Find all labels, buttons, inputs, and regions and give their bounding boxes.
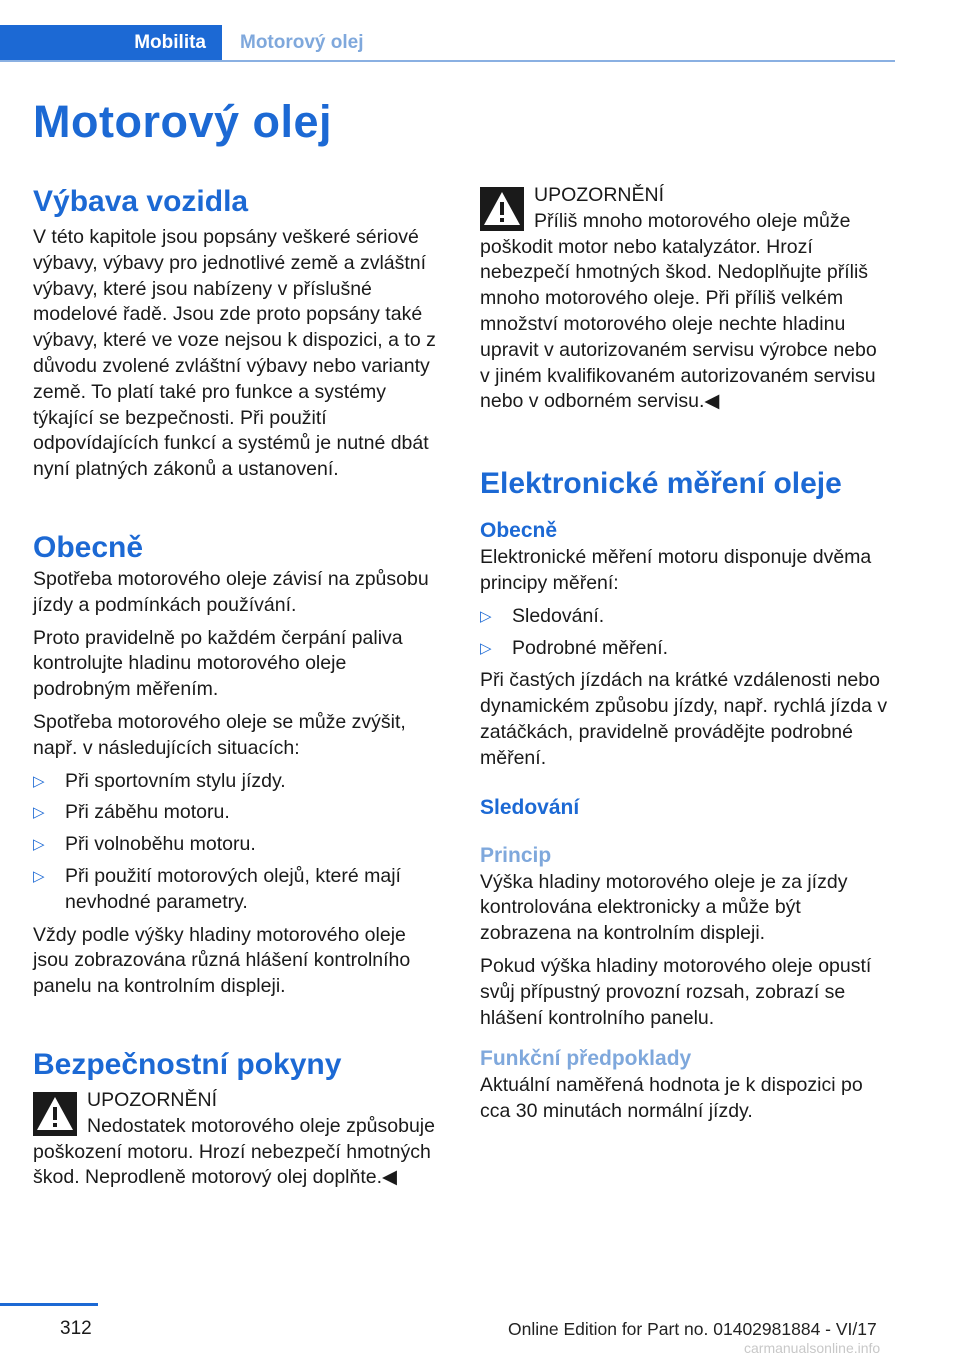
warning-icon: [33, 1092, 77, 1136]
list-item-text: Při použití motorových olejů, které mají nevhodné parametry.: [65, 864, 401, 913]
list-item: [33, 800, 443, 826]
warning-box: [33, 1088, 443, 1191]
paragraph: Elektronické měření motoru disponuje dvěma principy měření:: [480, 546, 872, 594]
list-item: [33, 832, 443, 858]
list-item-text: Podrobné měření.: [512, 636, 669, 659]
footer-rule: [0, 1303, 98, 1306]
list-item-text: Při záběhu motoru.: [65, 801, 230, 824]
bullet-list: [33, 769, 443, 916]
paragraph: Spotřeba motorového oleje se může zvýšit, např. v následujících situacích:: [33, 710, 406, 759]
subheading-princip: Princip: [480, 843, 552, 867]
tab-motorovy-olej-label: Motorový olej: [240, 32, 364, 53]
tab-motorovy-olej[interactable]: [222, 25, 364, 61]
list-item: [480, 636, 890, 662]
warning-text: Příliš mnoho motorového oleje může poškodit motor nebo katalyzátor. Hrozí nebezpečí hmotných škod. Nedoplňujte příliš mnoho motorového oleje. Při příliš velkém množství motorového oleje nechte hladinu upravit v autorizovaném servisu výrobce nebo v jiném kvalifikovaném autorizovaném servisu nebo v odborném servisu.◀: [480, 209, 877, 413]
list-item-text: Při sportovním stylu jízdy.: [65, 769, 286, 792]
tab-mobilita[interactable]: [0, 25, 222, 61]
page-number: 312: [60, 1318, 92, 1339]
header-rule: [0, 60, 895, 62]
triangle-bullet-icon: ▷: [33, 867, 45, 885]
page-title: Motorový olej: [33, 96, 333, 147]
warning-text: Nedostatek motorového oleje způsobuje poškození motoru. Hrozí nebezpečí hmotných škod. Neprodleně motorový olej doplňte.◀: [33, 1114, 435, 1189]
list-item: [33, 769, 443, 795]
tab-mobilita-label: Mobilita: [134, 32, 206, 53]
paragraph: Při častých jízdách na krátké vzdálenosti nebo dynamickém způsobu jízdy, např. rychlá jízda v zatáčkách, pravidelně provádějte podrobné měření.: [480, 669, 888, 769]
list-item-text: Sledování.: [512, 604, 605, 627]
section-heading-elektronicke-mereni: Elektronické měření oleje: [480, 467, 842, 501]
list-item: [33, 864, 443, 916]
triangle-bullet-icon: ▷: [480, 639, 492, 657]
paragraph: Vždy podle výšky hladiny motorového oleje jsou zobrazována různá hlášení kontrolního panelu na kontrolním displeji.: [33, 923, 411, 998]
section-heading-obecne: Obecně: [33, 530, 144, 564]
paragraph: Aktuální naměřená hodnota je k dispozici po cca 30 minutách normální jízdy.: [480, 1074, 863, 1123]
section-heading-bezpecnostni-pokyny: Bezpečnostní pokyny: [33, 1047, 342, 1081]
warning-box: [480, 183, 890, 415]
paragraph: V této kapitole jsou popsány veškeré sériové výbavy, výbavy pro jednotlivé země a zvláštní výbavy, které jsou nabízeny v příslušné modelové řadě. Jsou zde proto popsány také výbavy, které ve voze nejsou k dispozici, a to z důvodu zvolené zvláštní výbavy nebo varianty země. To platí také pro funkce a systémy týkající se bezpečnosti. Při použití odpovídajících funkcí a systémů je nutné dbát nyní platných zákonů a ustanovení.: [33, 226, 436, 481]
header-tabs: [0, 25, 364, 61]
triangle-bullet-icon: ▷: [33, 804, 45, 822]
section-heading-vybava: Výbava vozidla: [33, 185, 249, 218]
left-column: [33, 183, 443, 1191]
triangle-bullet-icon: ▷: [480, 607, 492, 625]
warning-icon: [480, 187, 524, 231]
subheading-funkcni-predpoklady: Funkční předpoklady: [480, 1047, 692, 1071]
paragraph: Výška hladiny motorového oleje je za jízdy kontrolována elektronicky a může být zobrazena na kontrolním displeji.: [480, 870, 848, 945]
triangle-bullet-icon: ▷: [33, 836, 45, 854]
bullet-list: [480, 604, 890, 662]
triangle-bullet-icon: ▷: [33, 772, 45, 790]
subheading-sledovani: Sledování: [480, 795, 580, 819]
warning-title: UPOZORNĚNÍ: [87, 1088, 218, 1111]
warning-title: UPOZORNĚNÍ: [534, 184, 665, 206]
list-item-text: Při volnoběhu motoru.: [65, 833, 256, 856]
watermark: carmanualsonline.info: [744, 1340, 881, 1356]
edition-text: Online Edition for Part no. 01402981884 - VI/17: [508, 1319, 877, 1339]
paragraph: Pokud výška hladiny motorového oleje opustí svůj přípustný provozní rozsah, zobrazí se hlášení kontrolního panelu.: [480, 954, 872, 1029]
list-item: [480, 604, 890, 630]
paragraph: Proto pravidelně po každém čerpání paliva kontrolujte hladinu motorového oleje podrobným měřením.: [33, 626, 403, 701]
paragraph: Spotřeba motorového oleje závisí na způsobu jízdy a podmínkách používání.: [33, 567, 429, 616]
right-column: [480, 183, 890, 1132]
subheading-obecne: Obecně: [480, 519, 558, 543]
